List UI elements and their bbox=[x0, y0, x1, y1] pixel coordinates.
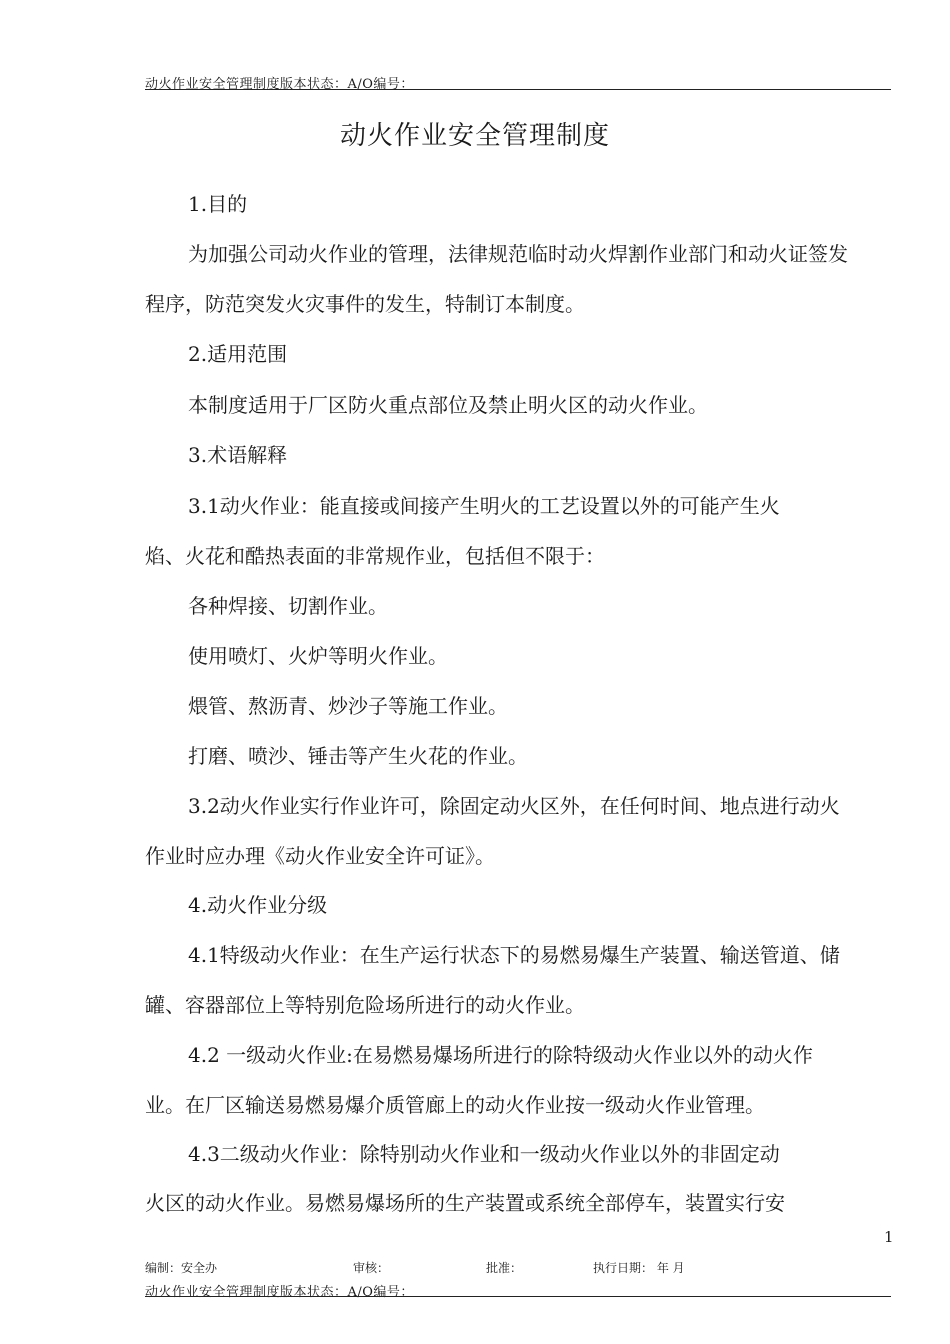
footer-effective: 执行日期： 年 月 bbox=[593, 1261, 685, 1275]
paragraph-line: 3.1动火作业：能直接或间接产生明火的工艺设置以外的可能产生火 bbox=[188, 494, 780, 518]
paragraph-line: 火区的动火作业。易燃易爆场所的生产装置或系统全部停车，装置实行安 bbox=[145, 1191, 785, 1215]
paragraph-line: 焰、火花和酷热表面的非常规作业，包括但不限于： bbox=[145, 544, 605, 568]
next-page-header: 动火作业安全管理制度版本状态：A/O编号： bbox=[145, 1285, 414, 1300]
list-item: 煨管、熬沥青、炒沙子等施工作业。 bbox=[188, 694, 508, 718]
paragraph-line: 业。在厂区输送易燃易爆介质管廊上的动火作业按一级动火作业管理。 bbox=[145, 1093, 765, 1117]
list-item: 使用喷灯、火炉等明火作业。 bbox=[188, 644, 448, 668]
paragraph-line: 罐、容器部位上等特别危险场所进行的动火作业。 bbox=[145, 993, 585, 1017]
paragraph-line: 为加强公司动火作业的管理，法律规范临时动火焊割作业部门和动火证签发 bbox=[188, 242, 848, 266]
paragraph-line: 3.2动火作业实行作业许可，除固定动火区外，在任何时间、地点进行动火 bbox=[188, 794, 840, 818]
section-heading-3: 3.术语解释 bbox=[188, 443, 288, 467]
paragraph-line: 作业时应办理《动火作业安全许可证》。 bbox=[145, 844, 495, 868]
page-number: 1 bbox=[884, 1228, 894, 1246]
list-item: 打磨、喷沙、锤击等产生火花的作业。 bbox=[188, 744, 528, 768]
section-heading-2: 2.适用范围 bbox=[188, 342, 288, 366]
paragraph-line: 4.3二级动火作业：除特别动火作业和一级动火作业以外的非固定动 bbox=[188, 1142, 780, 1166]
header-rule bbox=[145, 89, 891, 90]
footer-compiled: 编制：安全办 bbox=[145, 1261, 218, 1275]
section-heading-4: 4.动火作业分级 bbox=[188, 893, 328, 917]
list-item: 各种焊接、切割作业。 bbox=[188, 594, 388, 618]
document-title: 动火作业安全管理制度 bbox=[339, 121, 610, 151]
paragraph-line: 4.1特级动火作业：在生产运行状态下的易燃易爆生产装置、输送管道、储 bbox=[188, 943, 840, 967]
footer-reviewed: 审核： bbox=[353, 1261, 390, 1275]
next-header-rule bbox=[145, 1296, 891, 1297]
footer-approved: 批准： bbox=[486, 1261, 523, 1275]
paragraph-line: 本制度适用于厂区防火重点部位及禁止明火区的动火作业。 bbox=[188, 393, 708, 417]
paragraph-line: 程序，防范突发火灾事件的发生，特制订本制度。 bbox=[145, 292, 585, 316]
paragraph-line: 4.2 一级动火作业:在易燃易爆场所进行的除特级动火作业以外的动火作 bbox=[188, 1043, 813, 1067]
section-heading-1: 1.目的 bbox=[188, 192, 248, 216]
page-header: 动火作业安全管理制度版本状态：A/O编号： bbox=[145, 77, 414, 92]
